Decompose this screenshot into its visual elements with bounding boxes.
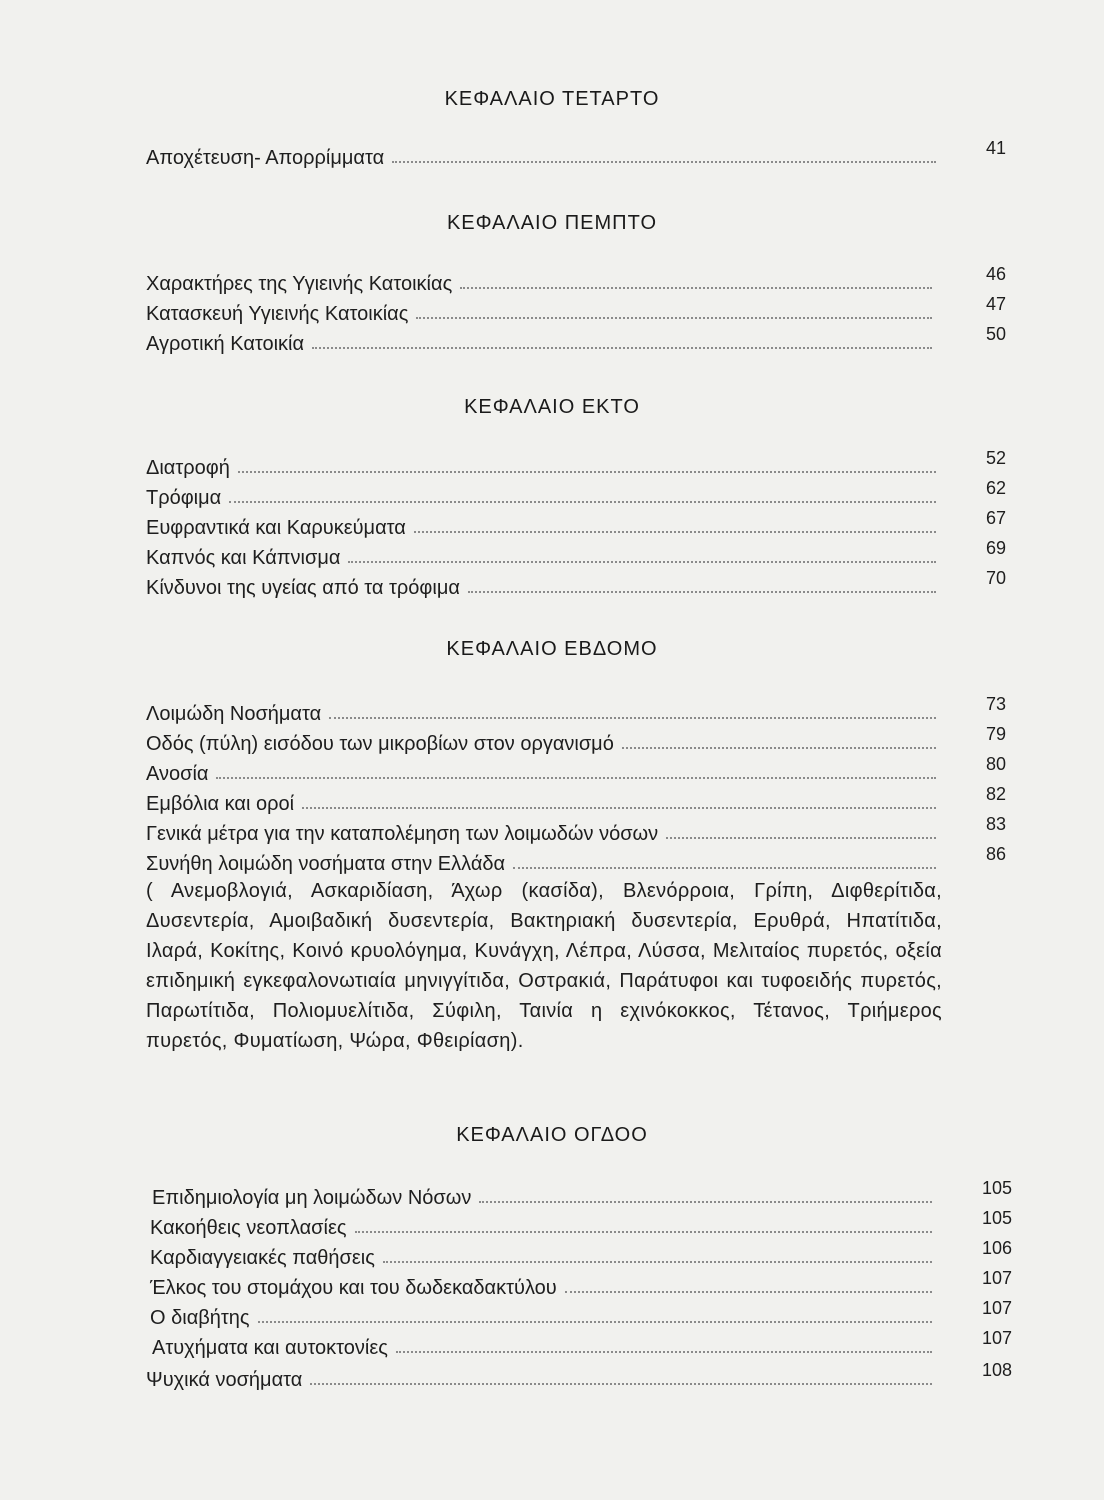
- toc-entry-page: 79: [986, 724, 1007, 744]
- toc-entry-title: Λοιμώδη Νοσήματα: [146, 703, 322, 725]
- toc-entry-title: Καρδιαγγειακές παθήσεις: [150, 1247, 375, 1269]
- toc-entry-page: 70: [986, 568, 1007, 588]
- toc-entry: [146, 568, 1007, 600]
- toc-entry-page: 86: [986, 844, 1007, 864]
- toc-entry-title: Κίνδυνοι της υγείας από τα τρόφιμα: [146, 577, 460, 599]
- leader-dots: [565, 1291, 932, 1293]
- toc-entry-title: Ψυχικά νοσήματα: [146, 1369, 303, 1391]
- toc-entry-page: 50: [986, 324, 1007, 344]
- toc-entry-title: Ανοσία: [146, 763, 209, 785]
- toc-entry-title: Οδός (πύλη) εισόδου των μικροβίων στον οργανισμό: [146, 733, 614, 755]
- toc-entry: [146, 264, 1007, 296]
- toc-entry: [152, 1328, 1013, 1360]
- toc-entry-title: Διατροφή: [146, 457, 230, 479]
- toc-entry-page: 105: [982, 1178, 1013, 1198]
- toc-entry: [146, 448, 1007, 480]
- toc-entry-page: 107: [982, 1268, 1013, 1288]
- toc-entry-page: 107: [982, 1298, 1013, 1318]
- toc-entry-page: 108: [982, 1360, 1013, 1380]
- toc-entry: [152, 1178, 1013, 1210]
- toc-entry-page: 105: [982, 1208, 1013, 1228]
- toc-entry-title: Αγροτική Κατοικία: [146, 333, 305, 355]
- toc-entry: [146, 724, 1007, 756]
- toc-entry: [146, 694, 1007, 726]
- leader-dots: [312, 347, 932, 349]
- toc-entry: [146, 1360, 1013, 1392]
- toc-entry-title: Χαρακτήρες της Υγιεινής Κατοικίας: [146, 273, 453, 295]
- toc-entry: [150, 1268, 1013, 1300]
- toc-entry-page: 69: [986, 538, 1007, 558]
- toc-entry: [146, 844, 1007, 876]
- leader-dots: [414, 531, 936, 533]
- toc-entry: [146, 754, 1007, 786]
- leader-dots: [460, 287, 932, 289]
- chapter-heading-4: ΚΕΦΑΛΑΙΟ ΤΕΤΑΡΤΟ: [444, 88, 660, 110]
- toc-entry-page: 52: [986, 448, 1007, 468]
- chapter-heading-5: ΚΕΦΑΛΑΙΟ ΠΕΜΠΤΟ: [446, 212, 658, 234]
- toc-entry-page: 73: [986, 694, 1007, 714]
- toc-entry: [146, 324, 1007, 356]
- leader-dots: [416, 317, 932, 319]
- toc-entry-page: 67: [986, 508, 1007, 528]
- toc-entry-title: Έλκος του στομάχου και του δωδεκαδακτύλου: [150, 1277, 557, 1299]
- toc-entry-title: Επιδημιολογία μη λοιμώδων Νόσων: [152, 1187, 472, 1209]
- toc-entry-title: Γενικά μέτρα για την καταπολέμηση των λοιμωδών νόσων: [146, 823, 659, 845]
- toc-entry-title: Ο διαβήτης: [150, 1307, 250, 1329]
- toc-entry-page: 62: [986, 478, 1007, 498]
- toc-entry-page: 47: [986, 294, 1007, 314]
- toc-entry-page: 83: [986, 814, 1007, 834]
- toc-entry: [150, 1208, 1013, 1240]
- toc-entry: [150, 1238, 1013, 1270]
- leader-dots: [329, 717, 936, 719]
- toc-entry-title: Αποχέτευση- Απορρίμματα: [146, 147, 385, 169]
- chapter-heading-8: ΚΕΦΑΛΑΙΟ ΟΓΔΟΟ: [456, 1124, 648, 1146]
- leader-dots: [468, 591, 936, 593]
- chapter-heading-6: ΚΕΦΑΛΑΙΟ ΕΚΤΟ: [464, 396, 640, 418]
- leader-dots: [479, 1201, 932, 1203]
- toc-entry-title: Ευφραντικά και Καρυκεύματα: [146, 517, 406, 539]
- leader-dots: [238, 471, 936, 473]
- toc-entry-page: 46: [986, 264, 1007, 284]
- leader-dots: [258, 1321, 932, 1323]
- toc-entry-title: Συνήθη λοιμώδη νοσήματα στην Ελλάδα: [146, 853, 506, 875]
- leader-dots: [392, 161, 936, 163]
- toc-entry-title: Κατασκευή Υγιεινής Κατοικίας: [146, 303, 409, 325]
- toc-entry-title: Εμβόλια και οροί: [146, 793, 295, 815]
- leader-dots: [513, 867, 936, 869]
- toc-entry: [146, 138, 1007, 170]
- toc-entry-page: 41: [986, 138, 1007, 158]
- toc-entry-page: 106: [982, 1238, 1013, 1258]
- toc-entry-title: Τρόφιμα: [146, 487, 222, 509]
- leader-dots: [229, 501, 936, 503]
- disease-list-paragraph: ( Ανεμοβλογιά, Ασκαριδίαση, Άχωρ (κασίδα), Βλενόρροια, Γρίπη, Διφθερίτιδα, Δυσεντερία, Αμοιβαδική δυσεντερία, Βακτηριακή δυσεντερία, Ερυθρά, Ηπατίτιδα, Ιλαρά, Κοκίτης, Κοινό κρυολόγημα, Κυνάγχη, Λέπρα, Λύσσα, Μελιταίος πυρετός, οξεία επιδημική εγκεφαλονωτιαία μηνιγγίτιδα, Οστρακιά, Παράτυφοι και τυφοειδής πυρετός, Παρωτίτιδα, Πολιομυελίτιδα, Σύφιλη, Ταινία η εχινόκοκκος, Τέτανος, Τριήμερος πυρετός, Φυματίωση, Ψώρα, Φθειρίαση).: [146, 880, 942, 1052]
- toc-entry-page: 82: [986, 784, 1007, 804]
- toc-entry-page: 107: [982, 1328, 1013, 1348]
- leader-dots: [348, 561, 936, 563]
- leader-dots: [216, 777, 936, 779]
- toc-entry-page: 80: [986, 754, 1007, 774]
- leader-dots: [383, 1261, 932, 1263]
- leader-dots: [622, 747, 936, 749]
- toc-entry: [146, 538, 1007, 570]
- leader-dots: [396, 1351, 932, 1353]
- toc-entry: [146, 814, 1007, 846]
- chapter-heading-7: ΚΕΦΑΛΑΙΟ ΕΒΔΟΜΟ: [446, 638, 658, 660]
- toc-entry: [146, 784, 1007, 816]
- toc-entry-title: Ατυχήματα και αυτοκτονίες: [152, 1337, 388, 1359]
- leader-dots: [310, 1383, 932, 1385]
- toc-entry: [150, 1298, 1013, 1330]
- leader-dots: [355, 1231, 933, 1233]
- leader-dots: [302, 807, 936, 809]
- toc-entry: [146, 478, 1007, 510]
- toc-entry: [146, 294, 1007, 326]
- leader-dots: [666, 837, 936, 839]
- toc-entry-title: Κακοήθεις νεοπλασίες: [150, 1217, 347, 1239]
- toc-entry-title: Καπνός και Κάπνισμα: [146, 547, 341, 569]
- toc-entry: [146, 508, 1007, 540]
